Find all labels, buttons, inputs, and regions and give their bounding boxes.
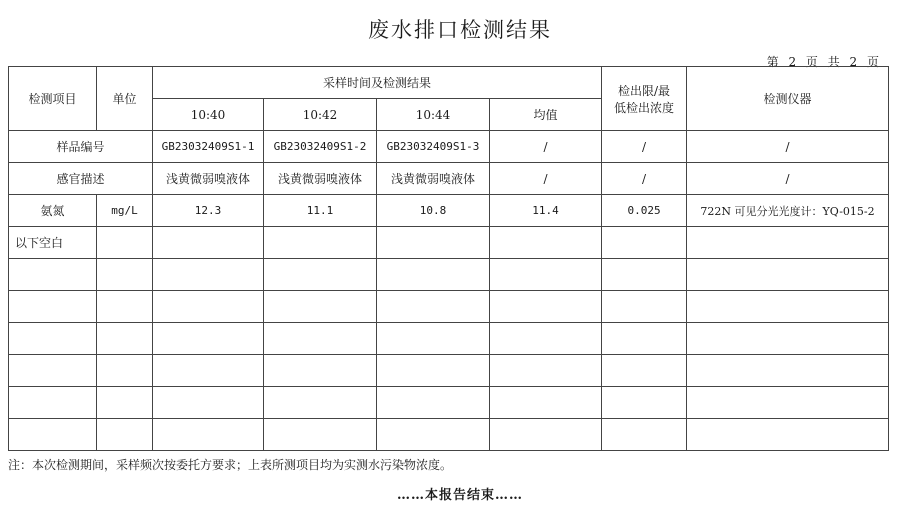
- empty-cell: [9, 323, 97, 355]
- empty-cell: [687, 227, 889, 259]
- empty-cell: [264, 387, 377, 419]
- empty-cell: [490, 291, 602, 323]
- cell-value: 浅黄微弱嗅液体: [264, 163, 377, 195]
- empty-cell: [490, 323, 602, 355]
- empty-cell: [97, 387, 153, 419]
- empty-cell: [490, 227, 602, 259]
- empty-cell: [377, 291, 490, 323]
- empty-cell: [377, 419, 490, 451]
- cell-value: 浅黄微弱嗅液体: [153, 163, 264, 195]
- empty-cell: [687, 291, 889, 323]
- header-time-3: 10:44: [377, 99, 490, 131]
- cell-value: GB23032409S1-1: [153, 131, 264, 163]
- empty-cell: [377, 227, 490, 259]
- cell-value: 11.1: [264, 195, 377, 227]
- table-row-empty: [9, 355, 889, 387]
- empty-cell: [602, 419, 687, 451]
- empty-cell: [9, 355, 97, 387]
- empty-cell: [687, 419, 889, 451]
- empty-cell: [9, 291, 97, 323]
- header-limit-line2: 低检出浓度: [614, 100, 675, 115]
- header-limit-line1: 检出限/最: [617, 83, 671, 98]
- empty-cell: [602, 227, 687, 259]
- page-number: 第 2 页 共 2 页: [766, 55, 882, 69]
- header-sampling: 采样时间及检测结果: [153, 67, 602, 99]
- header-time-2: 10:42: [264, 99, 377, 131]
- empty-cell: [9, 259, 97, 291]
- cell-instrument: 722N 可见分光光度计：YQ-015-2: [687, 195, 889, 227]
- empty-cell: [97, 323, 153, 355]
- row-label: 样品编号: [9, 131, 153, 163]
- header-time-1: 10:40: [153, 99, 264, 131]
- cell-instrument: /: [687, 163, 889, 195]
- empty-cell: [490, 419, 602, 451]
- cell-value: GB23032409S1-3: [377, 131, 490, 163]
- empty-cell: [264, 323, 377, 355]
- row-label: 感官描述: [9, 163, 153, 195]
- row-label: 氨氮: [9, 195, 97, 227]
- empty-cell: [687, 387, 889, 419]
- cell-value: GB23032409S1-2: [264, 131, 377, 163]
- report-title: 废水排口检测结果: [368, 18, 552, 42]
- empty-cell: [602, 291, 687, 323]
- empty-cell: [264, 419, 377, 451]
- header-unit: 单位: [97, 67, 153, 131]
- empty-cell: [153, 419, 264, 451]
- empty-cell: [377, 355, 490, 387]
- header-mean: 均值: [490, 99, 602, 131]
- header-limit: [602, 67, 687, 131]
- table-row-empty: [9, 291, 889, 323]
- empty-cell: [377, 323, 490, 355]
- header-row-1: [9, 67, 889, 99]
- header-item: 检测项目: [9, 67, 97, 131]
- cell-limit: /: [602, 131, 687, 163]
- table-row-sample-id: [9, 131, 889, 163]
- empty-cell: [490, 387, 602, 419]
- empty-cell: [9, 419, 97, 451]
- table-row-blank-label: [9, 227, 889, 259]
- empty-cell: [490, 355, 602, 387]
- table-row-sensory: [9, 163, 889, 195]
- empty-cell: [377, 259, 490, 291]
- cell-value: 10.8: [377, 195, 490, 227]
- cell-limit: /: [602, 163, 687, 195]
- empty-cell: [97, 355, 153, 387]
- empty-cell: [687, 323, 889, 355]
- empty-cell: [97, 419, 153, 451]
- cell-unit: mg/L: [97, 195, 153, 227]
- report-end-marker: ……本报告结束……: [396, 488, 523, 503]
- table-row-empty: [9, 387, 889, 419]
- results-table: [8, 66, 889, 451]
- empty-cell: [602, 387, 687, 419]
- empty-cell: [153, 291, 264, 323]
- header-instrument: 检测仪器: [687, 67, 889, 131]
- empty-cell: [687, 259, 889, 291]
- cell-value: 12.3: [153, 195, 264, 227]
- empty-cell: [264, 355, 377, 387]
- empty-cell: [153, 355, 264, 387]
- empty-cell: [490, 259, 602, 291]
- cell-value: 浅黄微弱嗅液体: [377, 163, 490, 195]
- empty-cell: [602, 355, 687, 387]
- table-row-empty: [9, 419, 889, 451]
- empty-cell: [153, 227, 264, 259]
- empty-cell: [153, 387, 264, 419]
- empty-cell: [9, 387, 97, 419]
- empty-cell: [264, 259, 377, 291]
- empty-cell: [602, 259, 687, 291]
- empty-cell: [687, 355, 889, 387]
- cell-mean: /: [490, 131, 602, 163]
- blank-label: 以下空白: [9, 227, 97, 259]
- cell-instrument: /: [687, 131, 889, 163]
- table-row-empty: [9, 323, 889, 355]
- empty-cell: [264, 291, 377, 323]
- cell-limit: 0.025: [602, 195, 687, 227]
- empty-cell: [153, 323, 264, 355]
- empty-cell: [264, 227, 377, 259]
- empty-cell: [153, 259, 264, 291]
- table-row-ammonia: [9, 195, 889, 227]
- empty-cell: [97, 291, 153, 323]
- cell-mean: /: [490, 163, 602, 195]
- table-row-empty: [9, 259, 889, 291]
- empty-cell: [602, 323, 687, 355]
- empty-cell: [97, 227, 153, 259]
- empty-cell: [97, 259, 153, 291]
- cell-mean: 11.4: [490, 195, 602, 227]
- footnote: 注：本次检测期间，采样频次按委托方要求；上表所测项目均为实测水污染物浓度。: [8, 458, 453, 472]
- empty-cell: [377, 387, 490, 419]
